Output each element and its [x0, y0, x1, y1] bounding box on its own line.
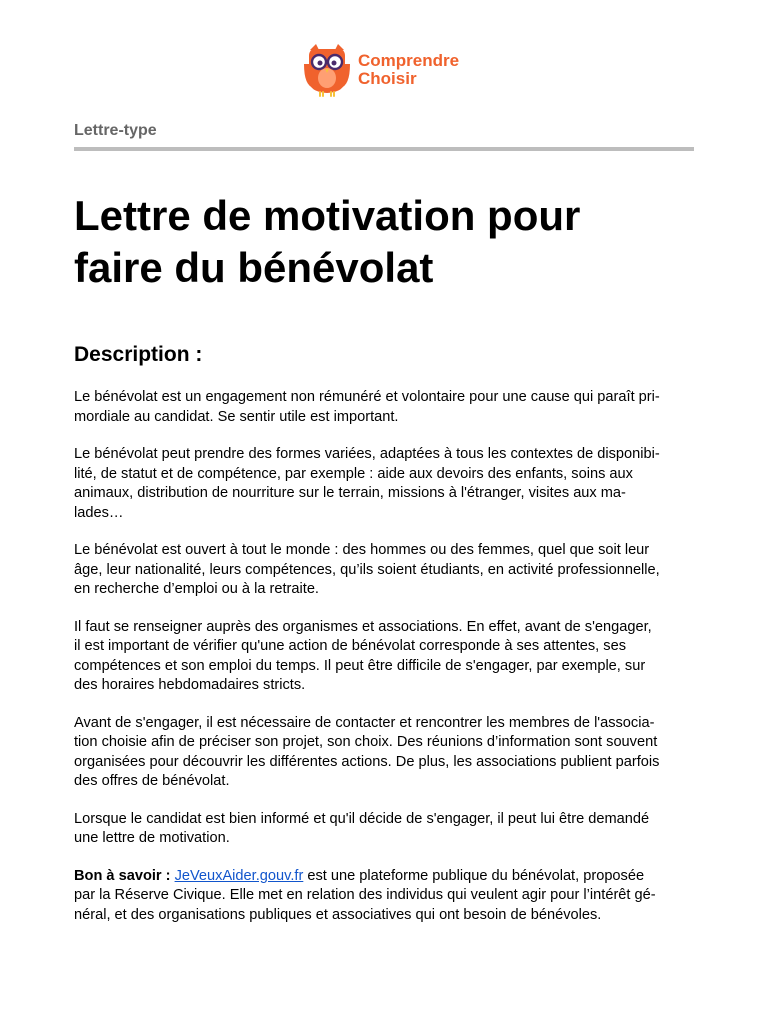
body-paragraph	[74, 388, 696, 427]
body-line: des horaires hebdomadaires stricts.	[74, 677, 306, 693]
body-line: Le bénévolat est un engagement non rémunéré et volontaire pour une cause qui paraît pri-	[74, 389, 660, 405]
title-line: faire du bénévolat	[74, 244, 434, 291]
body-line: en recherche d’emploi ou à la retraite.	[74, 581, 319, 597]
body-line: Lorsque le candidat est bien informé et qu'il décide de s'engager, il peut lui être demandé	[74, 810, 650, 827]
body-paragraph	[74, 810, 696, 849]
body-line: lité, de statut et de compétence, par exemple : aide aux devoirs des enfants, soins aux	[74, 465, 633, 482]
body-line: des offres de bénévolat.	[74, 773, 230, 789]
header-divider	[74, 147, 694, 151]
body-line: compétences et son emploi du temps. Il peut être difficile de s'engager, par exemple, sur	[74, 657, 646, 674]
body-line: mordiale au candidat. Se sentir utile est important.	[74, 408, 399, 425]
jeveuxaider-link[interactable]: JeVeuxAider.gouv.fr	[174, 867, 304, 884]
brand-name-line1: Comprendre	[358, 51, 460, 70]
body-line: une lettre de motivation.	[74, 830, 230, 846]
body-line: Le bénévolat peut prendre des formes variées, adaptées à tous les contextes de disponibi-	[74, 446, 660, 462]
section-heading: Description :	[74, 343, 203, 366]
body-line: tion choisie afin de préciser son projet, son choix. Des réunions d’information sont souvent	[74, 734, 658, 750]
tip-line: par la Réserve Civique. Elle met en relation des individus qui veulent agir pour l’intérêt gé-	[74, 887, 656, 903]
body-line: organisées pour découvrir les différentes actions. De plus, les associations publient parfois	[74, 753, 660, 770]
document-category: Lettre-type	[74, 122, 157, 139]
brand-name	[358, 52, 459, 88]
tip-paragraph	[74, 867, 696, 926]
body-paragraph	[74, 618, 696, 696]
tip-line1-rest: est une plateforme publique du bénévolat, proposée	[303, 867, 645, 884]
body-paragraph	[74, 714, 696, 792]
brand-name-line2: Choisir	[358, 69, 417, 88]
brand-logo[interactable]	[302, 42, 459, 98]
body-line: Il faut se renseigner auprès des organismes et associations. En effet, avant de s'engager,	[74, 618, 652, 635]
tip-line: néral, et des organisations publiques et associatives qui ont besoin de bénévoles.	[74, 906, 602, 923]
body-line: âge, leur nationalité, leurs compétences, qu’ils soient étudiants, en activité professionnelle,	[74, 561, 660, 578]
document-body	[74, 388, 696, 943]
body-line: il est important de vérifier qu'une action de bénévolat corresponde à ses attentes, ses	[74, 638, 626, 654]
body-line: animaux, distribution de nourriture sur le terrain, missions à l'étranger, visites aux ma-	[74, 485, 626, 501]
owl-logo-icon	[302, 42, 352, 98]
body-line: Le bénévolat est ouvert à tout le monde : des hommes ou des femmes, quel que soit leur	[74, 542, 650, 558]
body-line: Avant de s'engager, il est nécessaire de contacter et rencontrer les membres de l'associa-	[74, 714, 655, 731]
body-paragraph	[74, 541, 696, 600]
body-line: lades…	[74, 504, 124, 521]
body-paragraph	[74, 445, 696, 523]
tip-label: Bon à savoir :	[74, 867, 171, 884]
title-line: Lettre de motivation pour	[74, 192, 581, 239]
tip-line	[74, 867, 696, 887]
document-title	[74, 190, 714, 294]
